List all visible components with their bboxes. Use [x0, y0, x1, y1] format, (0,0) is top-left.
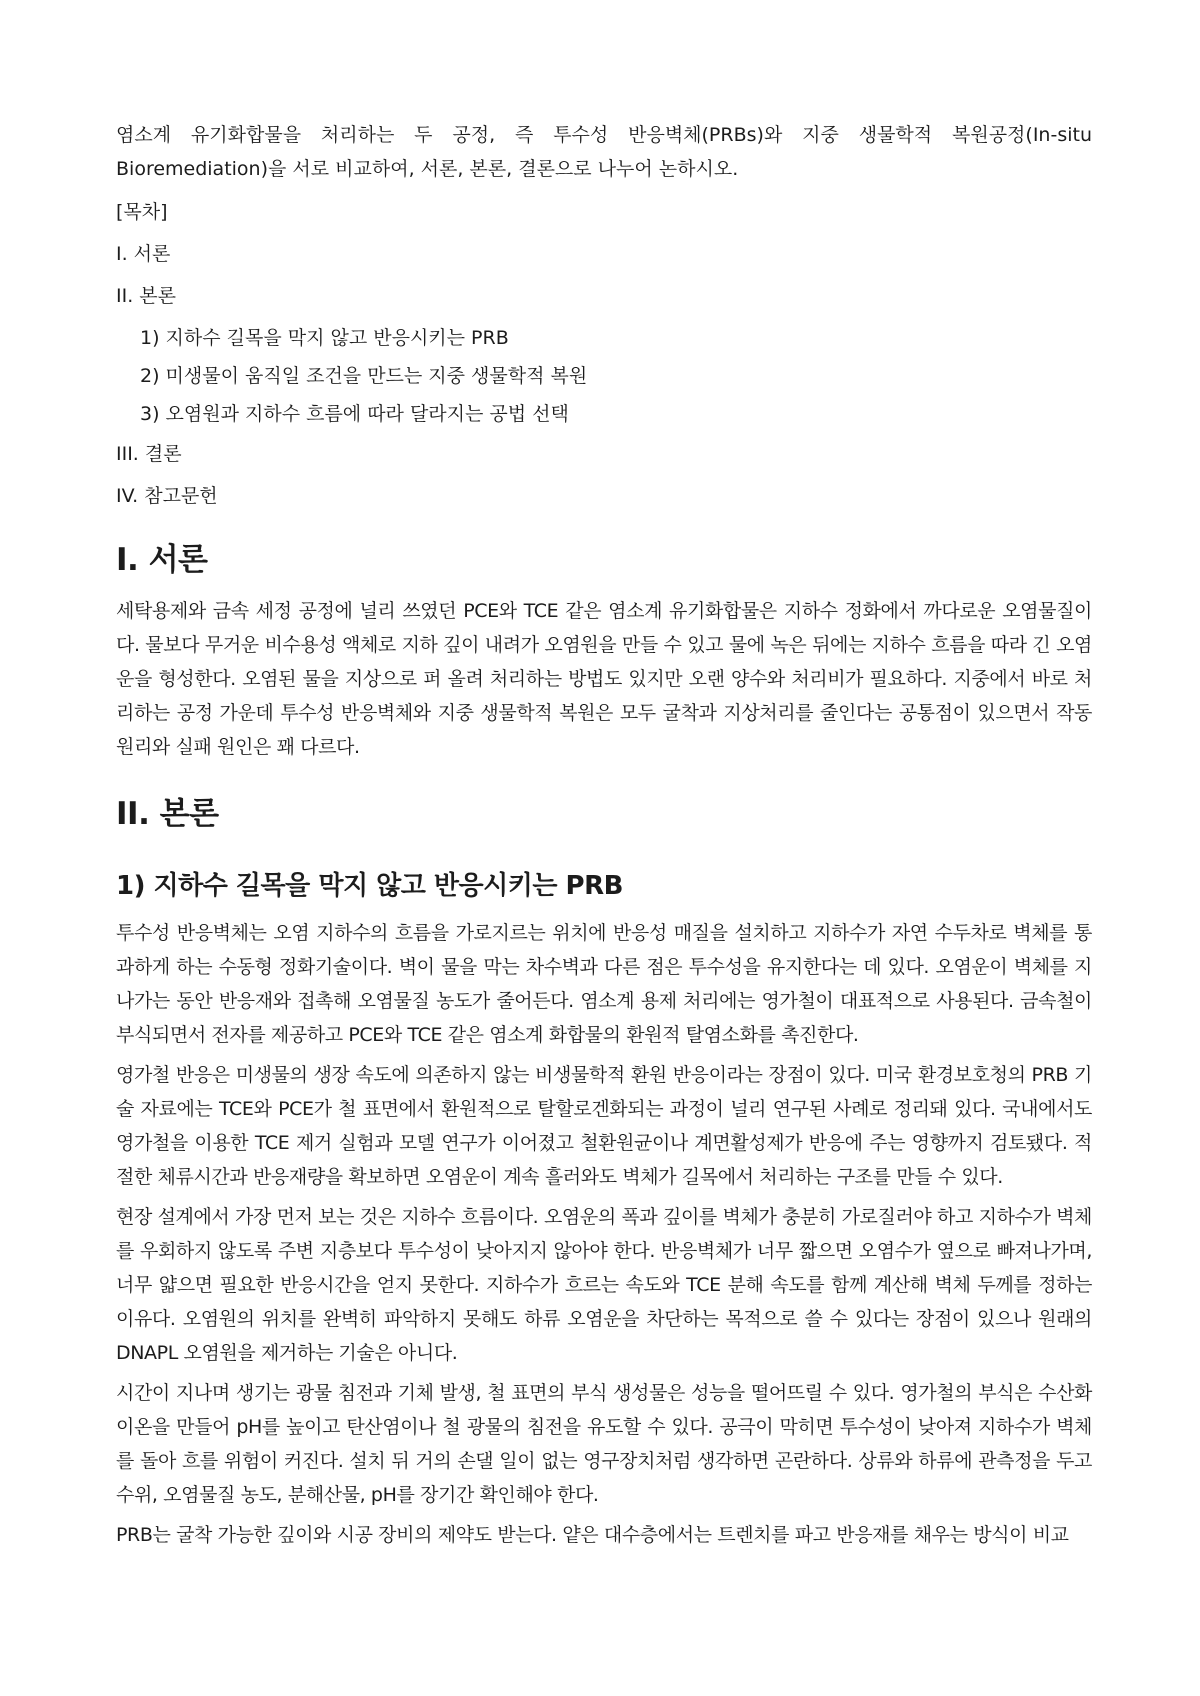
subsection-heading-prb: 1) 지하수 길목을 막지 않고 반응시키는 PRB [116, 871, 623, 901]
section-heading-intro: I. 서론 [116, 542, 208, 578]
toc-item: II. 본론 [116, 285, 176, 307]
toc-item: III. 결론 [116, 443, 182, 465]
toc-subitem: 2) 미생물이 움직일 조건을 만드는 지중 생물학적 복원 [140, 365, 588, 387]
body-paragraph: PRB는 굴착 가능한 깊이와 시공 장비의 제약도 받는다. 얕은 대수층에서는 트렌치를 파고 반응재를 채우는 방식이 비교 [116, 1524, 1069, 1546]
toc-subitem: 3) 오염원과 지하수 흐름에 따라 달라지는 공법 선택 [140, 403, 569, 425]
toc-subitem: 1) 지하수 길목을 막지 않고 반응시키는 PRB [140, 327, 509, 349]
toc-item: IV. 참고문헌 [116, 485, 218, 507]
essay-prompt: 염소계 유기화합물을 처리하는 두 공정, 즉 투수성 반응벽체(PRBs)와 지중 생물학적 복원공정(In-situ Bioremediation)을 서로 비교하여, 서론, 본론, 결론으로 나누어 논하시오. [116, 124, 1092, 180]
toc-item: I. 서론 [116, 243, 171, 265]
body-paragraph: 시간이 지나며 생기는 광물 침전과 기체 발생, 철 표면의 부식 생성물은 성능을 떨어뜨릴 수 있다. 영가철의 부식은 수산화이온을 만들어 pH를 높이고 탄산염이나 철 광물의 침전을 유도할 수 있다. 공극이 막히면 투수성이 낮아져 지하수가 벽체를 돌아 흐를 위험이 커진다. 설치 뒤 거의 손댈 일이 없는 영구장치처럼 생각하면 곤란하다. 상류와 하류에 관측정을 두고 수위, 오염물질 농도, 분해산물, pH를 장기간 확인해야 한다. [116, 1382, 1092, 1506]
section-heading-body: II. 본론 [116, 796, 219, 832]
body-paragraph: 현장 설계에서 가장 먼저 보는 것은 지하수 흐름이다. 오염운의 폭과 깊이를 벽체가 충분히 가로질러야 하고 지하수가 벽체를 우회하지 않도록 주변 지층보다 투수성이 낮아지지 않아야 한다. 반응벽체가 너무 짧으면 오염수가 옆으로 빠져나가며, 너무 얇으면 필요한 반응시간을 얻지 못한다. 지하수가 흐르는 속도와 TCE 분해 속도를 함께 계산해 벽체 두께를 정하는 이유다. 오염원의 위치를 완벽히 파악하지 못해도 하류 오염운을 차단하는 목적으로 쓸 수 있다는 장점이 있으나 원래의 DNAPL 오염원을 제거하는 기술은 아니다. [116, 1206, 1092, 1364]
table-of-contents [116, 198, 1092, 510]
toc-title: [목차] [116, 201, 168, 223]
intro-paragraph: 세탁용제와 금속 세정 공정에 널리 쓰였던 PCE와 TCE 같은 염소계 유기화합물은 지하수 정화에서 까다로운 오염물질이다. 물보다 무거운 비수용성 액체로 지하 깊이 내려가 오염원을 만들 수 있고 물에 녹은 뒤에는 지하수 흐름을 따라 긴 오염운을 형성한다. 오염된 물을 지상으로 퍼 올려 처리하는 방법도 있지만 오랜 양수와 처리비가 필요하다. 지중에서 바로 처리하는 공정 가운데 투수성 반응벽체와 지중 생물학적 복원은 모두 굴착과 지상처리를 줄인다는 공통점이 있으면서 작동 원리와 실패 원인은 꽤 다르다. [116, 600, 1092, 758]
body-paragraph: 투수성 반응벽체는 오염 지하수의 흐름을 가로지르는 위치에 반응성 매질을 설치하고 지하수가 자연 수두차로 벽체를 통과하게 하는 수동형 정화기술이다. 벽이 물을 막는 차수벽과 다른 점은 투수성을 유지한다는 데 있다. 오염운이 벽체를 지나가는 동안 반응재와 접촉해 오염물질 농도가 줄어든다. 염소계 용제 처리에는 영가철이 대표적으로 사용된다. 금속철이 부식되면서 전자를 제공하고 PCE와 TCE 같은 염소계 화합물의 환원적 탈염소화를 촉진한다. [116, 922, 1092, 1046]
body-paragraph: 영가철 반응은 미생물의 생장 속도에 의존하지 않는 비생물학적 환원 반응이라는 장점이 있다. 미국 환경보호청의 PRB 기술 자료에는 TCE와 PCE가 철 표면에서 환원적으로 탈할로겐화되는 과정이 널리 연구된 사례로 정리돼 있다. 국내에서도 영가철을 이용한 TCE 제거 실험과 모델 연구가 이어졌고 철환원균이나 계면활성제가 반응에 주는 영향까지 검토됐다. 적절한 체류시간과 반응재량을 확보하면 오염운이 계속 흘러와도 벽체가 길목에서 처리하는 구조를 만들 수 있다. [116, 1064, 1092, 1188]
